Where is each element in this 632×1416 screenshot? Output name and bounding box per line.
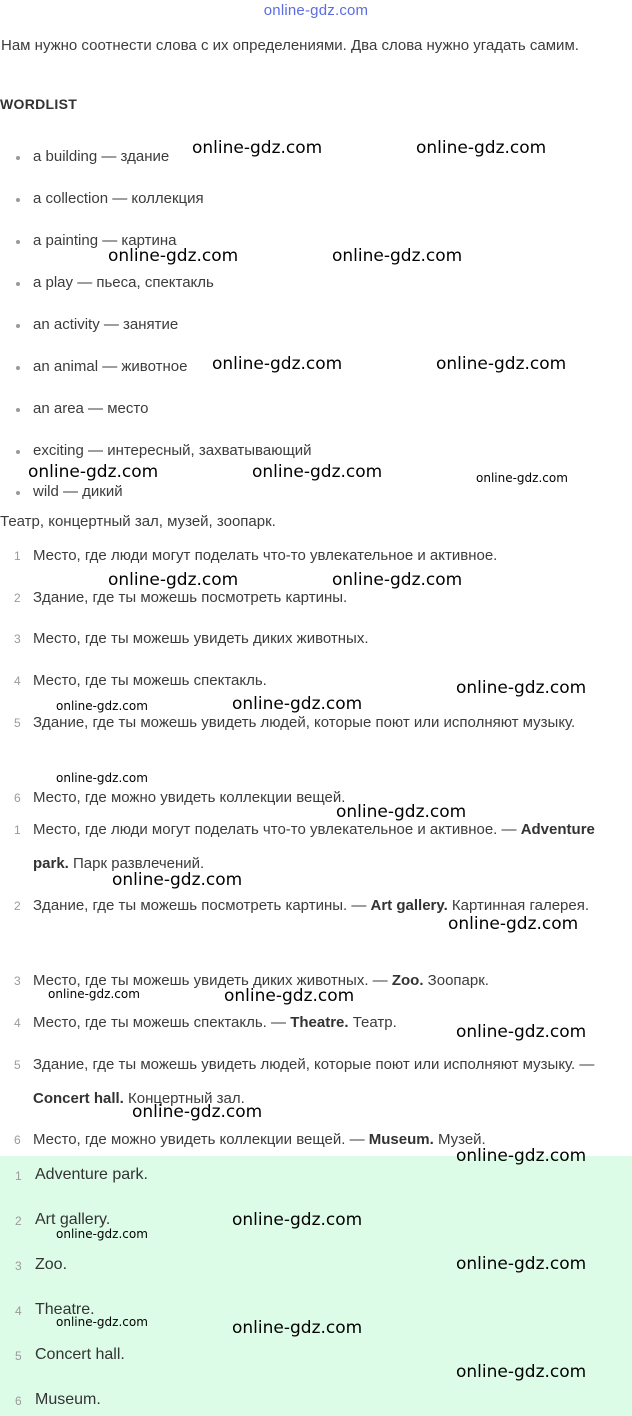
watermark: online-gdz.com <box>336 802 467 822</box>
answer-detailed-item <box>0 889 600 923</box>
wordlist-item: wild — дикий <box>16 482 123 502</box>
answer-detailed-item <box>0 964 600 998</box>
answer-item <box>0 1210 110 1230</box>
watermark: online-gdz.com <box>132 1102 263 1122</box>
answer-translation: Концертный зал. <box>123 1090 245 1107</box>
watermark: online-gdz.com <box>224 986 355 1006</box>
question-text: Место, где люди могут поделать что-то увлекательное и активное. <box>33 547 498 564</box>
watermark: online-gdz.com <box>456 678 587 698</box>
question-text: Здание, где ты можешь увидеть людей, которые поют или исполняют музыку. <box>33 714 576 731</box>
answer-translation: Театр. <box>348 1014 397 1031</box>
answer-number: 2 <box>14 899 21 913</box>
site-header[interactable]: online-gdz.com <box>263 2 369 19</box>
wordlist-heading: WORDLIST <box>0 96 78 112</box>
answer-number: 5 <box>14 1058 21 1072</box>
answer-number: 1 <box>15 1169 22 1183</box>
watermark: online-gdz.com <box>232 694 363 714</box>
question-text: Здание, где ты можешь посмотреть картины. <box>33 589 348 606</box>
wordlist-item: an activity — занятие <box>16 315 178 335</box>
watermark: online-gdz.com <box>56 699 148 713</box>
question-number: 6 <box>14 791 21 805</box>
watermark: online-gdz.com <box>108 570 239 590</box>
watermark: online-gdz.com <box>436 354 567 374</box>
answer-word: Museum. <box>368 1131 434 1148</box>
watermark: online-gdz.com <box>456 1254 587 1274</box>
answer-text: Museum. <box>35 1391 101 1408</box>
wordlist-item: exciting — интересный, захватывающий <box>16 441 312 461</box>
watermark: online-gdz.com <box>476 471 568 485</box>
answer-definition: Место, где ты можешь увидеть диких животных. — <box>33 972 392 989</box>
answer-number: 6 <box>14 1133 21 1147</box>
answer-definition: Место, где люди могут поделать что-то увлекательное и активное. — <box>33 821 521 838</box>
answer-word: Zoo. <box>391 972 424 989</box>
question-number: 5 <box>14 716 21 730</box>
answer-word: Concert hall. <box>33 1090 124 1107</box>
answer-text: Zoo. <box>35 1256 68 1273</box>
wordlist-item: a collection — коллекция <box>16 189 204 209</box>
answer-number: 6 <box>15 1394 22 1408</box>
answer-word: Art gallery. <box>370 897 448 914</box>
answer-definition: Место, где можно увидеть коллекции вещей. — <box>33 1131 369 1148</box>
wordlist-item: an animal — животное <box>16 357 187 377</box>
answer-text: Adventure park. <box>35 1166 148 1183</box>
watermark: online-gdz.com <box>232 1318 363 1338</box>
answer-translation: Картинная галерея. <box>447 897 590 914</box>
question-number: 2 <box>14 591 21 605</box>
watermark: online-gdz.com <box>332 570 463 590</box>
wordlist-item: a play — пьеса, спектакль <box>16 273 214 293</box>
answer-detailed-item <box>0 1048 600 1116</box>
watermark: online-gdz.com <box>456 1362 587 1382</box>
answer-text: Art gallery. <box>35 1211 111 1228</box>
answer-text: Theatre. <box>35 1301 95 1318</box>
watermark: online-gdz.com <box>232 1210 363 1230</box>
answer-detailed-item <box>0 813 600 881</box>
answer-word: Theatre. <box>290 1014 349 1031</box>
question-text: Место, где ты можешь спектакль. <box>33 672 267 689</box>
watermark: online-gdz.com <box>416 138 547 158</box>
question-item <box>0 781 600 815</box>
answer-number: 1 <box>14 823 21 837</box>
watermark: online-gdz.com <box>192 138 323 158</box>
answer-translation: Музей. <box>433 1131 486 1148</box>
answer-translation: Парк развлечений. <box>68 855 205 872</box>
answer-detailed-item <box>0 1123 600 1157</box>
answer-detailed-item <box>0 1006 600 1040</box>
wordlist-item: an area — место <box>16 399 148 419</box>
answer-item <box>0 1345 125 1365</box>
answer-number: 3 <box>14 974 21 988</box>
answer-number: 3 <box>15 1259 22 1273</box>
watermark: online-gdz.com <box>108 246 239 266</box>
answer-translation: Зоопарк. <box>423 972 489 989</box>
answer-definition: Место, где ты можешь спектакль. — <box>33 1014 291 1031</box>
watermark: online-gdz.com <box>112 870 243 890</box>
question-text: Место, где ты можешь увидеть диких животных. <box>33 630 369 647</box>
question-item <box>0 706 600 740</box>
question-number: 1 <box>14 549 21 563</box>
watermark: online-gdz.com <box>252 462 383 482</box>
places-list: Театр, концертный зал, музей, зоопарк. <box>0 513 276 530</box>
answer-item <box>0 1255 67 1275</box>
answer-word: Adventure park. <box>33 821 595 872</box>
answer-definition: Здание, где ты можешь увидеть людей, которые поют или исполняют музыку. — <box>33 1056 595 1073</box>
watermark: online-gdz.com <box>48 987 140 1001</box>
question-item <box>0 539 600 573</box>
wordlist-item: a building — здание <box>16 147 169 167</box>
answer-item <box>0 1165 148 1185</box>
question-number: 3 <box>14 632 21 646</box>
answer-item <box>0 1300 95 1320</box>
answer-number: 4 <box>15 1304 22 1318</box>
watermark: online-gdz.com <box>56 1315 148 1329</box>
wordlist-item: a painting — картина <box>16 231 177 251</box>
question-item <box>0 664 600 698</box>
intro-text: Нам нужно соотнести слова с их определениями. Два слова нужно угадать самим. <box>1 37 579 54</box>
watermark: online-gdz.com <box>332 246 463 266</box>
question-text: Место, где можно увидеть коллекции вещей. <box>33 789 346 806</box>
question-item <box>0 581 600 615</box>
watermark: online-gdz.com <box>56 1227 148 1241</box>
watermark: online-gdz.com <box>56 771 148 785</box>
answer-text: Concert hall. <box>35 1346 125 1363</box>
question-item <box>0 622 600 656</box>
answer-item <box>0 1390 101 1410</box>
answer-box <box>0 1156 632 1416</box>
answer-definition: Здание, где ты можешь посмотреть картины. — <box>33 897 371 914</box>
watermark: online-gdz.com <box>456 1022 587 1042</box>
watermark: online-gdz.com <box>448 914 579 934</box>
answer-number: 5 <box>15 1349 22 1363</box>
watermark: online-gdz.com <box>212 354 343 374</box>
watermark: online-gdz.com <box>456 1146 587 1166</box>
answer-number: 2 <box>15 1214 22 1228</box>
answer-number: 4 <box>14 1016 21 1030</box>
watermark: online-gdz.com <box>28 462 159 482</box>
question-number: 4 <box>14 674 21 688</box>
